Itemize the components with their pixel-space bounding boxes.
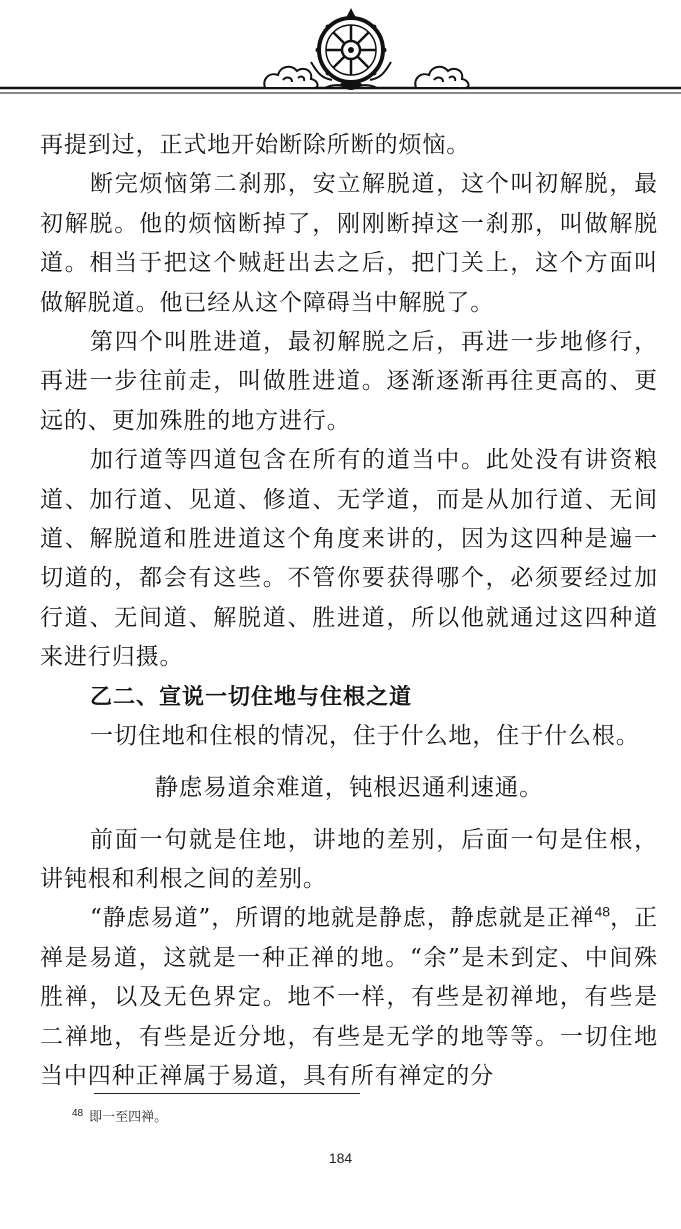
verse-line: 静虑易道余难道，钝根迟通利速通。 (154, 772, 544, 801)
left-cloud-icon (264, 67, 317, 88)
section-heading: 乙二、宣说一切住地与住根之道 (90, 684, 413, 710)
body-paragraph: 前面一句就是住地，讲地的差别，后面一句是住根，讲钝根和利根之间的差别。 (40, 826, 658, 892)
body-paragraph: 再提到过，正式地开始断除所断的烦恼。 (40, 132, 471, 158)
right-cloud-icon (415, 67, 468, 88)
page-body (40, 126, 658, 1096)
dharma-wheel-icon (311, 8, 391, 90)
footnote (72, 1108, 167, 1128)
footnote-text: 即一至四禅。 (89, 1110, 168, 1125)
footnote-divider (94, 1093, 360, 1094)
body-paragraph: 第四个叫胜进道，最初解脱之后，再进一步地修行，再进一步往前走，叫做胜进道。逐渐逐渐再往更高的、更远的、更加殊胜的地方进行。 (40, 329, 658, 434)
paragraph-text: “静虑易道”，所谓的地就是静虑，静虑就是正禅 (90, 905, 595, 932)
paragraph-text: ，正禅是易道，这就是一种正禅的地。“余”是未到定、中间殊胜禅，以及无色界定。地不一样，有些是初禅地，有些是二禅地，有些是近分地，有些是无学的地等等。一切住地当中四种正禅属于易道，具有所有禅定的分 (40, 905, 658, 1089)
page-number: 184 (328, 1150, 353, 1166)
body-paragraph: 断完烦恼第二刹那，安立解脱道，这个叫初解脱，最初解脱。他的烦恼断掉了，刚刚断掉这一刹那，叫做解脱道。相当于把这个贼赶出去之后，把门关上，这个方面叫做解脱道。他已经从这个障碍当中解脱了。 (40, 171, 658, 316)
footnote-reference[interactable]: 48 (594, 903, 611, 920)
body-paragraph (40, 899, 658, 1096)
body-paragraph: 加行道等四道包含在所有的道当中。此处没有讲资粮道、加行道、见道、修道、无学道，而是从加行道、无间道、解脱道和胜进道这个角度来讲的，因为这四种是遍一切道的，都会有这些。不管你要获得哪个，必须要经过加行道、无间道、解脱道、胜进道，所以他就通过这四种道来进行归摄。 (40, 447, 658, 671)
footnote-number: 48 (72, 1107, 84, 1119)
header-ornament (0, 0, 681, 110)
body-paragraph: 一切住地和住根的情况，住于什么地，住于什么根。 (90, 723, 640, 750)
header-rule (0, 88, 681, 93)
